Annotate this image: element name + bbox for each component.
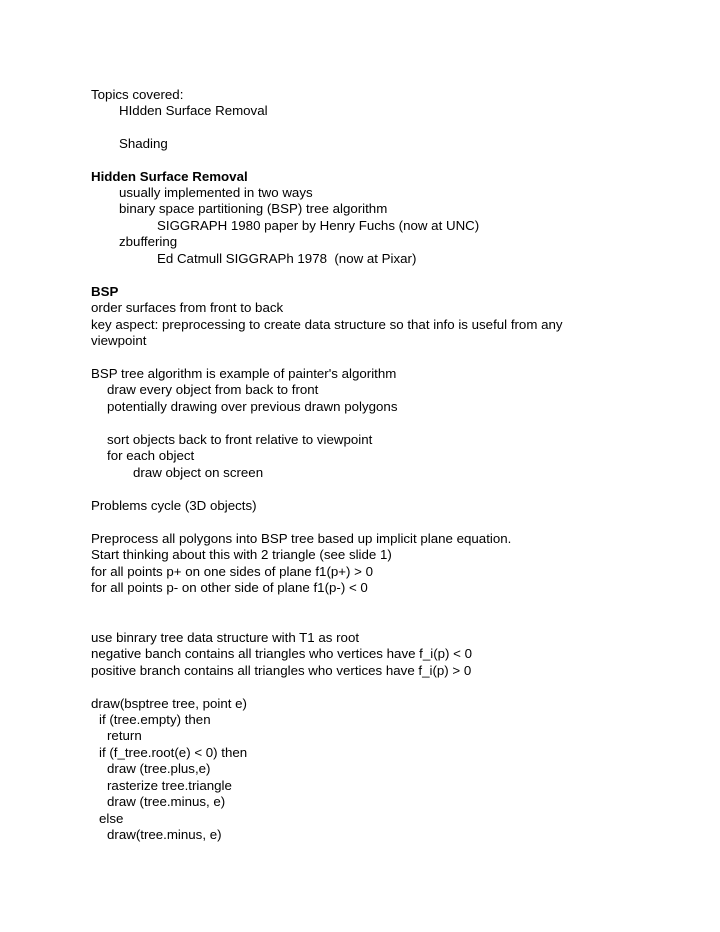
body-line: order surfaces from front to back (91, 300, 284, 315)
code-line: return (107, 728, 142, 743)
code-line: draw(tree.minus, e) (107, 827, 222, 842)
body-line: negative banch contains all triangles who vertices have f_i(p) < 0 (91, 646, 473, 661)
body-line: viewpoint (91, 333, 147, 348)
body-line: zbuffering (119, 234, 178, 249)
body-line: for each object (107, 448, 195, 463)
body-line: for all points p+ on one sides of plane f1(p+) > 0 (91, 564, 374, 579)
body-line: potentially drawing over previous drawn polygons (107, 399, 398, 414)
body-line: Start thinking about this with 2 triangle (see slide 1) (91, 547, 392, 562)
body-line: binary space partitioning (BSP) tree algorithm (119, 201, 388, 216)
body-line: SIGGRAPH 1980 paper by Henry Fuchs (now at UNC) (157, 218, 480, 233)
body-line: draw object on screen (133, 465, 264, 480)
body-line: Preprocess all polygons into BSP tree based up implicit plane equation. (91, 531, 512, 546)
code-line: draw(bsptree tree, point e) (91, 696, 247, 711)
topic-item: HIdden Surface Removal (119, 103, 268, 118)
body-line: Problems cycle (3D objects) (91, 498, 257, 513)
body-line: sort objects back to front relative to viewpoint (107, 432, 373, 447)
code-line: draw (tree.plus,e) (107, 761, 211, 776)
code-line: rasterize tree.triangle (107, 778, 232, 793)
body-line: key aspect: preprocessing to create data structure so that info is useful from any (91, 317, 563, 332)
code-line: if (tree.empty) then (99, 712, 211, 727)
section-heading: Hidden Surface Removal (91, 169, 248, 184)
body-line: for all points p- on other side of plane f1(p-) < 0 (91, 580, 368, 595)
body-line: usually implemented in two ways (119, 185, 313, 200)
section-heading: BSP (91, 284, 119, 299)
code-line: else (99, 811, 124, 826)
body-line: BSP tree algorithm is example of painter's algorithm (91, 366, 397, 381)
body-line: draw every object from back to front (107, 382, 319, 397)
body-line: Ed Catmull SIGGRAPh 1978 (now at Pixar) (157, 251, 417, 266)
code-line: if (f_tree.root(e) < 0) then (99, 745, 248, 760)
body-line: positive branch contains all triangles who vertices have f_i(p) > 0 (91, 663, 472, 678)
code-line: draw (tree.minus, e) (107, 794, 226, 809)
topics-heading: Topics covered: (91, 87, 184, 102)
topic-item: Shading (119, 136, 168, 151)
body-line: use binrary tree data structure with T1 as root (91, 630, 360, 645)
